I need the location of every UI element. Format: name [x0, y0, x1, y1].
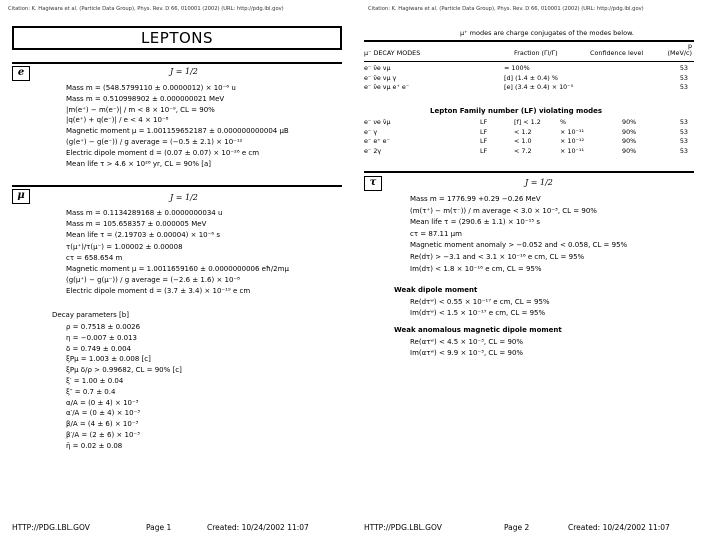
property-line: cτ = 658.654 m	[66, 253, 123, 262]
property-line: ρ = 0.7518 ± 0.0026	[66, 323, 141, 331]
property-line: Mass m = 0.1134289168 ± 0.0000000034 u	[66, 209, 223, 217]
cell-unit: × 10⁻¹¹	[560, 146, 585, 155]
charge-conjugate-note: μ⁺ modes are charge conjugates of the modes below.	[460, 29, 634, 37]
property-line: Electric dipole moment d = (3.7 ± 3.4) × 10⁻¹⁹ e cm	[66, 287, 251, 296]
cell-p: 53	[679, 127, 688, 136]
property-line: |q(e⁺) + q(e⁻)| / e < 4 × 10⁻⁸	[66, 116, 169, 125]
lf-violating-heading: Lepton Family number (LF) violating modes	[430, 107, 603, 115]
decay-parameters-heading: Decay parameters [b]	[52, 311, 129, 319]
cell-p: 53	[679, 83, 688, 91]
property-line: δ = 0.749 ± 0.004	[66, 344, 131, 353]
cell-mode: e⁻ νe ν̄μ	[364, 118, 391, 126]
property-line: Magnetic moment μ = 1.001159652187 ± 0.000000000004 μB	[66, 127, 289, 136]
citation: Citation: K. Hagiwara et al. (Particle Data Group), Phys. Rev. D 66, 010001 (2002) (URL: http://pdg.lbl.gov)	[8, 6, 284, 12]
property-line: Mass m = 105.658357 ± 0.000005 MeV	[66, 220, 207, 229]
cell-fraction: < 1.0	[514, 137, 532, 145]
property-line: Mean life τ = (2.19703 ± 0.00004) × 10⁻⁶ s	[66, 231, 220, 240]
table-row	[364, 83, 694, 92]
table-row	[364, 137, 694, 146]
cell-unit: %	[560, 118, 567, 126]
electron-symbol: e	[12, 66, 30, 81]
property-line: |m(e⁺) − m(e⁻)| / m < 8 × 10⁻⁹, CL = 90%	[66, 105, 215, 114]
cell-fraction: < 7.2	[514, 146, 532, 155]
cell-tag: LF	[480, 118, 488, 126]
property-line: Magnetic moment μ = 1.0011659160 ± 0.0000000006 eħ/2mμ	[66, 265, 289, 273]
cell-mode: e⁻ ν̄e νμ e⁺ e⁻	[364, 83, 410, 91]
footer-created: Created: 10/24/2002 11:07	[568, 523, 670, 532]
property-line: β′/A = (2 ± 6) × 10⁻³	[66, 431, 140, 439]
property-line: Im(ατʷ) < 9.9 × 10⁻³, CL = 90%	[410, 349, 524, 357]
property-line: Re(dτʷ) < 0.55 × 10⁻¹⁷ e cm, CL = 95%	[410, 298, 550, 306]
decay-table-header	[364, 43, 694, 59]
page-2	[360, 0, 720, 540]
cell-cl: 90%	[622, 118, 637, 126]
cell-fraction: ≈ 100%	[504, 64, 530, 72]
property-line: Magnetic moment anomaly > −0.052 and < 0.058, CL = 95%	[410, 241, 628, 250]
weak-anomalous-heading: Weak anomalous magnetic dipole moment	[394, 326, 562, 334]
page-title: LEPTONS	[12, 26, 342, 50]
footer-created: Created: 10/24/2002 11:07	[207, 523, 309, 532]
cell-cl: 90%	[622, 146, 637, 155]
cell-cl: 90%	[622, 127, 637, 136]
cell-unit: × 10⁻¹²	[560, 137, 585, 145]
cell-p: 53	[679, 64, 688, 72]
property-line: Mass m = 0.510998902 ± 0.000000021 MeV	[66, 94, 225, 103]
property-line: α/A = (0 ± 4) × 10⁻³	[66, 398, 139, 407]
table-header-rule	[364, 61, 694, 62]
property-line: η̄ = 0.02 ± 0.08	[66, 441, 123, 450]
footer-page: Page 1	[146, 523, 172, 532]
property-line: ξPμ = 1.003 ± 0.008 [c]	[66, 355, 151, 364]
property-line: Im(dτʷ) < 1.5 × 10⁻¹⁷ e cm, CL = 95%	[410, 309, 546, 317]
property-line: cτ = 87.11 μm	[410, 229, 462, 238]
header-confidence: Confidence level	[590, 49, 644, 57]
cell-tag: LF	[480, 127, 488, 136]
property-line: α′/A = (0 ± 4) × 10⁻³	[66, 409, 141, 418]
electron-spin: J = 1/2	[170, 67, 198, 76]
property-line: (g(μ⁺) − g(μ⁻)) / g average = (−2.6 ± 1.6) × 10⁻⁸	[66, 276, 240, 285]
section-divider	[364, 171, 694, 173]
tau-spin: J = 1/2	[525, 178, 553, 187]
table-row	[364, 128, 694, 137]
muon-symbol: μ	[12, 189, 30, 204]
header-modes: μ⁻ DECAY MODES	[364, 49, 421, 57]
weak-dipole-heading: Weak dipole moment	[394, 286, 478, 294]
property-line: ξ″ = 0.7 ± 0.4	[66, 387, 116, 396]
cell-fraction: [d] (1.4 ± 0.4) %	[504, 73, 558, 82]
table-row	[364, 147, 694, 156]
footer-url[interactable]: HTTP://PDG.LBL.GOV	[12, 523, 90, 532]
muon-spin: J = 1/2	[170, 193, 198, 202]
property-line: τ(μ⁺)/τ(μ⁻) = 1.00002 ± 0.00008	[66, 242, 183, 251]
cell-fraction: [e] (3.4 ± 0.4) × 10⁻⁵	[504, 83, 574, 91]
tau-symbol: τ	[364, 176, 382, 191]
section-divider	[12, 62, 342, 64]
property-line: Re(dτ) > −3.1 and < 3.1 × 10⁻¹⁶ e cm, CL = 95%	[410, 253, 585, 261]
property-line: Mass m = 1776.99 +0.29 −0.26 MeV	[410, 195, 541, 203]
property-line: (g(e⁺) − g(e⁻)) / g average = (−0.5 ± 2.1) × 10⁻¹²	[66, 138, 243, 146]
property-line: Im(dτ) < 1.8 × 10⁻¹⁶ e cm, CL = 95%	[410, 264, 542, 273]
table-row	[364, 74, 694, 83]
header-p: p (MeV/c)	[667, 42, 692, 57]
property-line: (m(τ⁺) − m(τ⁻)) / m average < 3.0 × 10⁻³, CL = 90%	[410, 206, 597, 215]
footer-page: Page 2	[504, 523, 530, 532]
cell-fraction: < 1.2	[514, 127, 532, 136]
cell-mode: e⁻ ν̄e νμ γ	[364, 73, 397, 82]
property-line: Mean life τ = (290.6 ± 1.1) × 10⁻¹⁵ s	[410, 218, 541, 227]
cell-p: 53	[679, 137, 688, 145]
header-fraction: Fraction (Γi/Γ)	[514, 49, 558, 57]
table-top-rule	[364, 40, 694, 42]
property-line: ξPμ δ/ρ > 0.99682, CL = 90% [c]	[66, 366, 182, 375]
cell-p: 53	[679, 118, 688, 126]
cell-fraction: [f] < 1.2	[514, 118, 541, 126]
property-line: η = −0.007 ± 0.013	[66, 333, 138, 342]
cell-tag: LF	[480, 146, 488, 155]
cell-cl: 90%	[622, 137, 637, 145]
cell-mode: e⁻ ν̄e νμ	[364, 64, 391, 72]
citation: Citation: K. Hagiwara et al. (Particle Data Group), Phys. Rev. D 66, 010001 (2002) (URL: http://pdg.lbl.gov)	[368, 6, 644, 12]
cell-unit: × 10⁻¹¹	[560, 127, 585, 136]
cell-mode: e⁻ 2γ	[364, 146, 382, 155]
table-row	[364, 64, 694, 73]
property-line: Mass m = (548.5799110 ± 0.0000012) × 10⁻⁶ u	[66, 84, 236, 92]
property-line: β/A = (4 ± 6) × 10⁻³	[66, 420, 139, 429]
property-line: Electric dipole moment d = (0.07 ± 0.07) × 10⁻²⁶ e cm	[66, 148, 260, 157]
cell-tag: LF	[480, 137, 488, 145]
cell-p: 53	[679, 146, 688, 155]
cell-mode: e⁻ γ	[364, 127, 378, 136]
table-row	[364, 118, 694, 127]
footer-url[interactable]: HTTP://PDG.LBL.GOV	[364, 523, 442, 532]
property-line: Re(ατʷ) < 4.5 × 10⁻³, CL = 90%	[410, 338, 524, 346]
property-line: ξ′ = 1.00 ± 0.04	[66, 377, 124, 385]
cell-p: 53	[679, 73, 688, 82]
property-line: Mean life τ > 4.6 × 10²⁶ yr, CL = 90% [a]	[66, 159, 212, 168]
cell-mode: e⁻ e⁺ e⁻	[364, 137, 390, 145]
section-divider	[12, 185, 342, 187]
